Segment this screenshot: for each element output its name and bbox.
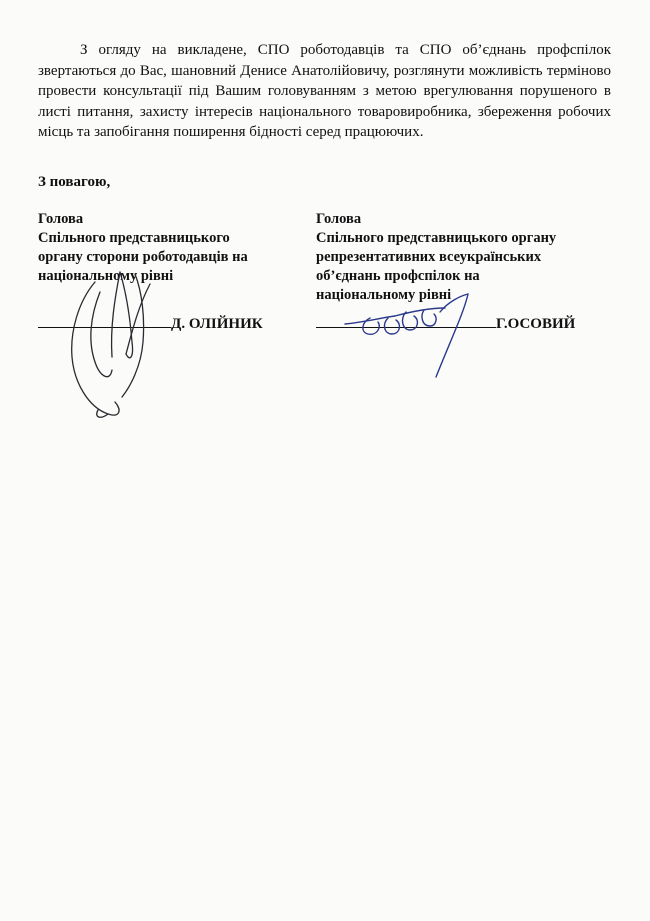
handwritten-signature-olijnyk bbox=[60, 262, 170, 432]
left-title-line: Голова bbox=[38, 211, 84, 227]
left-signature-underline bbox=[38, 313, 171, 328]
left-title-line: національному рівні bbox=[38, 268, 174, 284]
left-signature-line bbox=[38, 313, 263, 333]
letter-closing: З повагою, bbox=[38, 174, 111, 190]
letter-body-paragraph: З огляду на викладене, СПО роботодавців та СПО об’єднань профспілок звертаються до Вас, шановний Денисе Анатолійовичу, розглянути можливість терміново провести консультації під Вашим головуванням з метою врегулювання порушеного в листі питання, захисту інтересів національного товаровиробника, збереження робочих місць та запобігання поширення бідності серед працюючих. bbox=[38, 42, 611, 140]
right-title-line: національному рівні bbox=[316, 287, 452, 303]
left-signatory-name: Д. ОЛІЙНИК bbox=[171, 316, 263, 332]
right-title-line: репрезентативних всеукраїнських bbox=[316, 249, 542, 265]
right-title-line: Голова bbox=[316, 211, 362, 227]
left-title-line: Спільного представницького bbox=[38, 230, 230, 246]
right-signatory-name: Г.ОСОВИЙ bbox=[496, 316, 576, 332]
left-signatory-title bbox=[38, 210, 288, 286]
left-title-line: органу сторони роботодавців на bbox=[38, 249, 248, 265]
right-title-line: Спільного представницького органу bbox=[316, 230, 557, 246]
right-signature-line bbox=[316, 313, 575, 333]
right-signatory-title bbox=[316, 210, 586, 305]
right-title-line: об’єднань профспілок на bbox=[316, 268, 480, 284]
right-signature-underline bbox=[316, 313, 496, 328]
